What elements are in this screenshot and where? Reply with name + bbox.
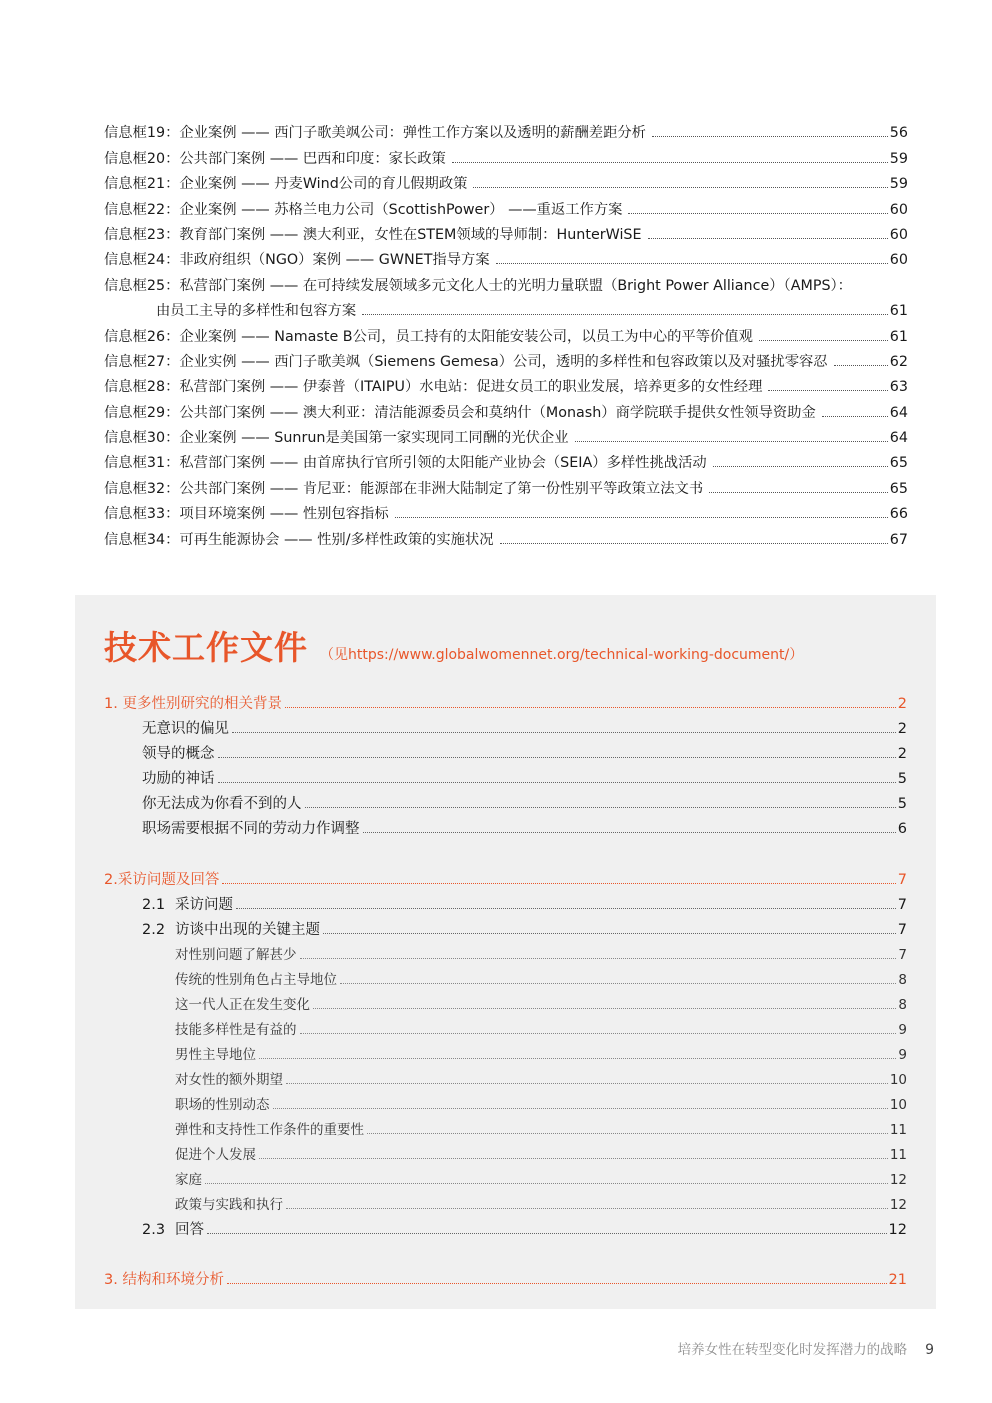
section-2 — [104, 864, 907, 1239]
toc-subsection[interactable] — [104, 889, 907, 914]
box-list — [104, 117, 908, 549]
dot-leader — [286, 1208, 888, 1209]
theme-page: 8 — [898, 972, 907, 988]
dot-leader — [259, 1058, 896, 1059]
theme-title: 这一代人正在发生变化 — [175, 997, 310, 1013]
toc-theme[interactable] — [104, 1189, 907, 1214]
toc-entry-page: 2 — [897, 746, 907, 762]
dot-leader — [628, 213, 887, 214]
toc-entry[interactable] — [104, 346, 908, 371]
dot-leader — [362, 314, 888, 315]
dot-leader — [300, 1033, 897, 1034]
toc-entry-title: 信息框27：企业实例 —— 西门子歌美飒（Siemens Gemesa）公司，透明的多样性和包容政策以及对骚扰零容忍 — [104, 353, 828, 370]
toc-entry[interactable] — [104, 713, 907, 738]
theme-page: 10 — [889, 1097, 907, 1113]
dot-leader — [232, 732, 896, 733]
toc-entry-page: 60 — [889, 226, 908, 243]
toc-entry-continuation[interactable] — [104, 295, 908, 320]
toc-theme[interactable] — [104, 1014, 907, 1039]
dot-leader — [768, 390, 887, 391]
toc-entry-page: 60 — [889, 201, 908, 218]
page-number: 9 — [925, 1342, 934, 1358]
toc-entry[interactable] — [104, 142, 908, 167]
theme-title: 技能多样性是有益的 — [175, 1022, 297, 1038]
toc-entry[interactable] — [104, 244, 908, 269]
section-1 — [104, 688, 907, 838]
toc-entry-title: 信息框33：项目环境案例 —— 性别包容指标 — [104, 506, 389, 523]
toc-entry-title: 信息框22：企业案例 —— 苏格兰电力公司（ScottishPower） ——重返工作方案 — [104, 201, 623, 218]
toc-entry-title: 信息框34：可再生能源协会 —— 性别/多样性政策的实施状况 — [104, 531, 494, 548]
panel-header — [104, 622, 803, 669]
toc-entry-page: 5 — [897, 771, 907, 787]
dot-leader — [340, 983, 896, 984]
dot-leader — [222, 883, 895, 884]
theme-title: 对性别问题了解甚少 — [175, 947, 297, 963]
toc-entry-page: 64 — [889, 430, 908, 447]
panel-title: 技术工作文件 — [104, 628, 308, 667]
dot-leader — [207, 1233, 887, 1234]
subsection-number: 2.3 — [142, 1222, 166, 1238]
theme-title: 政策与实践和执行 — [175, 1197, 283, 1213]
section-heading[interactable] — [104, 864, 907, 889]
toc-entry[interactable] — [104, 498, 908, 523]
toc-entry[interactable] — [104, 219, 908, 244]
theme-page: 7 — [898, 947, 907, 963]
toc-entry[interactable] — [104, 269, 908, 294]
toc-entry-title: 信息框30：企业案例 —— Sunrun是美国第一家实现同工同酬的光伏企业 — [104, 430, 569, 447]
dot-leader — [218, 782, 896, 783]
toc-theme[interactable] — [104, 1164, 907, 1189]
toc-entry[interactable] — [104, 763, 907, 788]
toc-subsection[interactable] — [104, 914, 907, 939]
theme-page: 9 — [898, 1047, 907, 1063]
subsection-title: 访谈中出现的关键主题 — [175, 922, 320, 938]
toc-entry-page: 65 — [889, 455, 908, 472]
toc-entry[interactable] — [104, 472, 908, 497]
toc-theme[interactable] — [104, 964, 907, 989]
toc-entry-title: 你无法成为你看不到的人 — [142, 796, 302, 812]
toc-entry-title: 由员工主导的多样性和包容方案 — [156, 303, 357, 320]
toc-entry-title: 信息框23：教育部门案例 —— 澳大利亚，女性在STEM领域的导师制：HunterWiSE — [104, 226, 642, 243]
toc-entry-page: 61 — [889, 303, 908, 320]
dot-leader — [259, 1158, 888, 1159]
toc-entry-page: 63 — [889, 379, 908, 396]
dot-leader — [709, 492, 888, 493]
section-page: 2 — [897, 696, 907, 712]
theme-title: 对女性的额外期望 — [175, 1072, 283, 1088]
toc-entry-title: 信息框25：私营部门案例 —— 在可持续发展领域多元文化人士的光明力量联盟（Bright Power Alliance）（AMPS）： — [104, 277, 852, 294]
toc-theme[interactable] — [104, 1114, 907, 1139]
dot-leader — [323, 933, 896, 934]
page-footer — [678, 1338, 934, 1358]
toc-theme[interactable] — [104, 1139, 907, 1164]
dot-leader — [218, 757, 896, 758]
dot-leader — [473, 187, 887, 188]
toc-theme[interactable] — [104, 1089, 907, 1114]
toc-entry-page: 61 — [889, 328, 908, 345]
toc-entry-title: 信息框20：公共部门案例 —— 巴西和印度：家长政策 — [104, 150, 446, 167]
panel-link[interactable]: （见https://www.globalwomennet.org/technical-working-document/） — [320, 647, 804, 663]
toc-entry[interactable] — [104, 371, 908, 396]
dot-leader — [286, 1083, 888, 1084]
section-3 — [104, 1264, 907, 1289]
toc-entry[interactable] — [104, 738, 907, 763]
subsection-number: 2.2 — [142, 922, 166, 938]
dot-leader — [713, 466, 888, 467]
dot-leader — [395, 517, 888, 518]
dot-leader — [300, 958, 897, 959]
theme-title: 男性主导地位 — [175, 1047, 256, 1063]
theme-page: 12 — [889, 1197, 907, 1213]
section-page: 7 — [897, 872, 907, 888]
dot-leader — [273, 1108, 888, 1109]
toc-subsection[interactable] — [104, 1214, 907, 1239]
toc-entry-page: 56 — [889, 125, 908, 142]
section-page: 21 — [888, 1272, 907, 1288]
toc-entry[interactable] — [104, 447, 908, 472]
toc-theme[interactable] — [104, 939, 907, 964]
toc-entry-page: 60 — [889, 252, 908, 269]
toc-entry-title: 领导的概念 — [142, 746, 215, 762]
dot-leader — [363, 832, 896, 833]
toc-entry[interactable] — [104, 788, 907, 813]
toc-entry-page: 2 — [897, 721, 907, 737]
toc-entry-page: 64 — [889, 404, 908, 421]
toc-entry-title: 信息框26：企业案例 —— Namaste B公司，员工持有的太阳能安装公司，以员工为中心的平等价值观 — [104, 328, 753, 345]
theme-page: 9 — [898, 1022, 907, 1038]
theme-title: 家庭 — [175, 1172, 202, 1188]
dot-leader — [285, 707, 896, 708]
toc-entry-page: 66 — [889, 506, 908, 523]
section-title: 2.采访问题及回答 — [104, 872, 220, 888]
toc-entry[interactable] — [104, 813, 907, 838]
subsection-page: 7 — [897, 922, 907, 938]
toc-entry-title: 信息框28：私营部门案例 —— 伊泰普（ITAIPU）水电站：促进女员工的职业发展，培养更多的女性经理 — [104, 379, 763, 396]
section-title: 1. 更多性别研究的相关背景 — [104, 696, 282, 712]
toc-entry-page: 5 — [897, 796, 907, 812]
toc-entry[interactable] — [104, 422, 908, 447]
dot-leader — [496, 263, 888, 264]
subsection-number: 2.1 — [142, 897, 166, 913]
subsection-page: 12 — [888, 1222, 907, 1238]
toc-entry[interactable] — [104, 193, 908, 218]
toc-entry-page: 67 — [889, 531, 908, 548]
toc-entry[interactable] — [104, 168, 908, 193]
theme-title: 职场的性别动态 — [175, 1097, 270, 1113]
toc-entry-title: 信息框32：公共部门案例 —— 肯尼亚：能源部在非洲大陆制定了第一份性别平等政策立法文书 — [104, 480, 704, 497]
section-heading[interactable] — [104, 688, 907, 713]
dot-leader — [305, 807, 896, 808]
toc-entry[interactable] — [104, 396, 908, 421]
toc-entry-title: 信息框31：私营部门案例 —— 由首席执行官所引领的太阳能产业协会（SEIA）多样性挑战活动 — [104, 455, 707, 472]
theme-page: 8 — [898, 997, 907, 1013]
dot-leader — [367, 1133, 888, 1134]
toc-entry-title: 信息框19：企业案例 —— 西门子歌美飒公司：弹性工作方案以及透明的薪酬差距分析 — [104, 125, 646, 142]
section-heading[interactable] — [104, 1264, 907, 1289]
section-title: 3. 结构和环境分析 — [104, 1272, 224, 1288]
theme-page: 12 — [889, 1172, 907, 1188]
toc-entry-page: 6 — [897, 821, 907, 837]
toc-entry-page: 59 — [889, 176, 908, 193]
theme-page: 11 — [889, 1122, 907, 1138]
toc-entry-page: 62 — [889, 353, 908, 370]
toc-theme[interactable] — [104, 1064, 907, 1089]
dot-leader — [652, 136, 888, 137]
theme-title: 传统的性别角色占主导地位 — [175, 972, 337, 988]
dot-leader — [236, 908, 896, 909]
subsection-page: 7 — [897, 897, 907, 913]
dot-leader — [227, 1283, 887, 1284]
toc-entry[interactable] — [104, 117, 908, 142]
toc-entry-title: 功励的神话 — [142, 771, 215, 787]
dot-leader — [575, 441, 888, 442]
toc-entry-title: 信息框29：公共部门案例 —— 澳大利亚：清洁能源委员会和莫纳什（Monash）商学院联手提供女性领导资助金 — [104, 404, 816, 421]
toc-entry-title: 职场需要根据不同的劳动力作调整 — [142, 821, 360, 837]
theme-page: 11 — [889, 1147, 907, 1163]
dot-leader — [205, 1183, 888, 1184]
subsection-title: 回答 — [175, 1222, 204, 1238]
toc-entry-title: 信息框24：非政府组织（NGO）案例 —— GWNET指导方案 — [104, 252, 490, 269]
dot-leader — [452, 162, 888, 163]
toc-entry-page: 59 — [889, 150, 908, 167]
dot-leader — [759, 340, 888, 341]
toc-theme[interactable] — [104, 1039, 907, 1064]
theme-page: 10 — [889, 1072, 907, 1088]
toc-entry-title: 无意识的偏见 — [142, 721, 229, 737]
dot-leader — [834, 365, 888, 366]
theme-title: 促进个人发展 — [175, 1147, 256, 1163]
dot-leader — [648, 238, 888, 239]
dot-leader — [313, 1008, 896, 1009]
toc-theme[interactable] — [104, 989, 907, 1014]
theme-title: 弹性和支持性工作条件的重要性 — [175, 1122, 364, 1138]
footer-title: 培养女性在转型变化时发挥潜力的战略 — [677, 1342, 908, 1358]
toc-entry[interactable] — [104, 320, 908, 345]
dot-leader — [500, 543, 888, 544]
toc-entry[interactable] — [104, 523, 908, 548]
toc-entry-title: 信息框21：企业案例 —— 丹麦Wind公司的育儿假期政策 — [104, 176, 468, 193]
dot-leader — [822, 416, 888, 417]
subsection-title: 采访问题 — [175, 897, 233, 913]
toc-entry-page: 65 — [889, 480, 908, 497]
